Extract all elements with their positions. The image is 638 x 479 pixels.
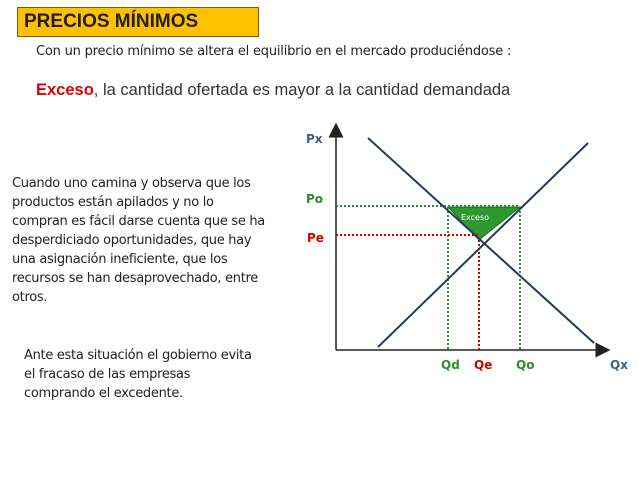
exceso-word: Exceso xyxy=(36,81,94,99)
paragraph-line: Ante esta situación el gobierno evita xyxy=(24,348,252,363)
paragraph-line: compran es fácil darse cuenta que se ha xyxy=(12,214,265,229)
page-title: PRECIOS MÍNIMOS xyxy=(24,11,199,32)
x-axis-label: Qx xyxy=(610,358,628,372)
pe-label: Pe xyxy=(307,231,324,245)
qe-label: Qe xyxy=(474,358,493,372)
surplus-label: Exceso xyxy=(461,213,490,222)
paragraph-line: comprando el excedente. xyxy=(24,386,183,401)
po-label: Po xyxy=(306,192,324,206)
paragraph-line: productos están apilados y no lo xyxy=(12,195,214,210)
paragraph-line: una asignación ineficiente, que los xyxy=(12,252,228,267)
qo-label: Qo xyxy=(516,358,535,372)
y-axis-label: Px xyxy=(306,132,323,146)
paragraph-line: otros. xyxy=(12,290,48,305)
paragraph-line: el fracaso de las empresas xyxy=(24,367,191,382)
exceso-rest: , la cantidad ofertada es mayor a la cantidad demandada xyxy=(93,81,511,99)
paragraph-line: recursos se han desaprovechado, entre xyxy=(12,271,258,286)
paragraph-line: desperdiciado oportunidades, que hay xyxy=(12,233,252,248)
paragraph-line: Cuando uno camina y observa que los xyxy=(12,176,251,191)
surplus-triangle xyxy=(448,207,520,240)
qd-label: Qd xyxy=(441,358,460,372)
supply-curve xyxy=(378,143,588,347)
intro-text: Con un precio mínimo se altera el equilibrio en el mercado produciéndose : xyxy=(36,44,512,59)
